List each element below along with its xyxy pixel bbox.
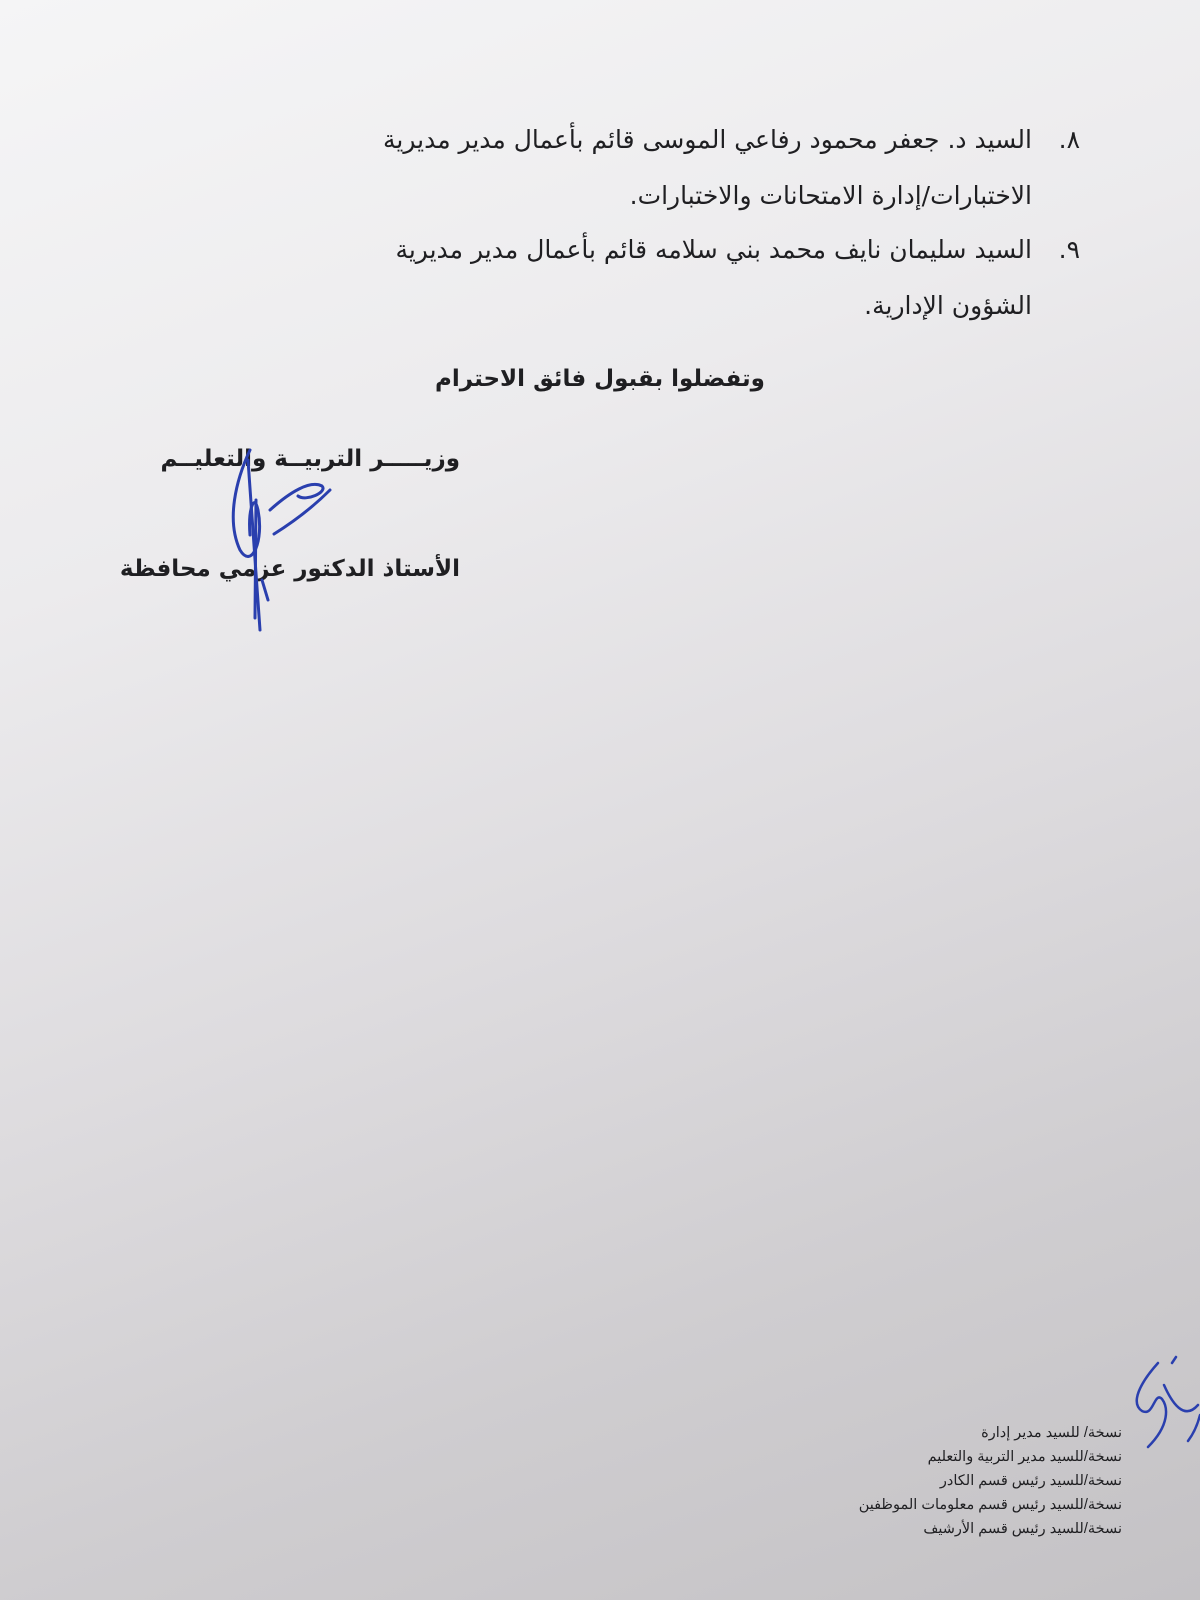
list-item-9-line1 xyxy=(120,222,1080,278)
copy-recipient: نسخة/للسيد رئيس قسم الكادر xyxy=(939,1473,1122,1489)
handwritten-initials xyxy=(1128,1355,1200,1465)
list-item-text: السيد سليمان نايف محمد بني سلامه قائم بأعمال مدير مديرية xyxy=(395,235,1032,264)
list-item-8-line1 xyxy=(120,112,1080,168)
signatory-name: الأستاذ الدكتور عزمي محافظة xyxy=(119,556,460,582)
handwritten-signature xyxy=(210,440,360,640)
list-item-text: السيد د. جعفر محمود رفاعي الموسى قائم بأعمال مدير مديرية xyxy=(382,125,1032,154)
copy-recipient: نسخة/للسيد رئيس قسم الأرشيف xyxy=(923,1521,1122,1537)
copy-recipient: نسخة/للسيد رئيس قسم معلومات الموظفين xyxy=(858,1497,1122,1513)
list-item-9-line2: الشؤون الإدارية. xyxy=(864,291,1032,320)
list-item-8 xyxy=(120,112,1080,224)
list-item-8-line2: الاختبارات/إدارة الامتحانات والاختبارات. xyxy=(629,181,1032,210)
list-item-number: ٩. xyxy=(1058,235,1080,264)
copies-list xyxy=(702,1421,1122,1541)
closing-salutation: وتفضلوا بقبول فائق الاحترام xyxy=(435,366,765,392)
copy-recipient: نسخة/ للسيد مدير إدارة xyxy=(981,1425,1122,1441)
copy-recipient: نسخة/للسيد مدير التربية والتعليم xyxy=(927,1449,1122,1465)
signatory-title: وزيـــــر التربيــة والتعليــم xyxy=(160,446,460,472)
list-item-number: ٨. xyxy=(1058,125,1080,154)
list-item-9 xyxy=(120,222,1080,334)
